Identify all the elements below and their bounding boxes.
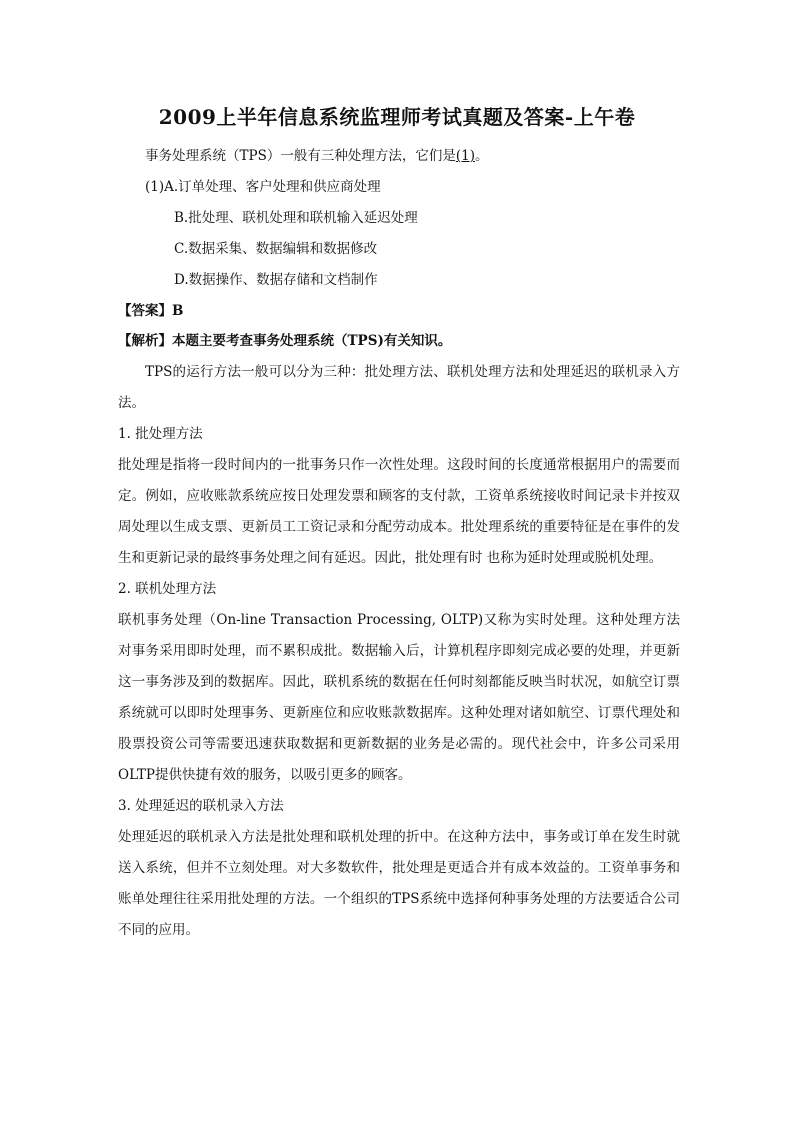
option-b: B.批处理、联机处理和联机输入延迟处理 (174, 210, 418, 226)
analysis-label: 【解析】 (118, 333, 172, 349)
section-heading: 2. 联机处理方法 (118, 581, 217, 597)
analysis-intro: TPS的运行方法一般可以分为三种：批处理方法、联机处理方法和处理延迟的联机录入方法。 (118, 364, 680, 411)
section-paragraph: 批处理是指将一段时间内的一批事务只作一次性处理。这段时间的长度通常根据用户的需要而定。例如，应收账款系统应按日处理发票和顾客的支付款，工资单系统接收时间记录卡并按双周处理以生成支票、更新员工工资记录和分配劳动成本。批处理系统的重要特征是在事件的发生和更新记录的最终事务处理之间有延迟。因此，批处理有时 也称为延时处理或脱机处理。 (118, 457, 680, 566)
answer-line (118, 302, 183, 320)
section-paragraph: 联机事务处理（On-line Transaction Processing, OLTP)又称为实时处理。这种处理方法对事务采用即时处理，而不累积成批。数据输入后，计算机程序即刻完成必要的处理，并更新这一事务涉及到的数据库。因此，联机系统的数据在任何时刻都能反映当时状况，如航空订票系统就可以即时处理事务、更新座位和应收账款数据库。这种处理对诸如航空、订票代理处和股票投资公司等需要迅速获取数据和更新数据的业务是必需的。现代社会中，许多公司采用OLTP提供快捷有效的服务，以吸引更多的顾客。 (118, 612, 680, 783)
answer-value: B (172, 303, 184, 319)
analysis-body (118, 357, 680, 946)
section-heading: 1. 批处理方法 (118, 426, 203, 442)
analysis-summary: 本题主要考查事务处理系统（TPS)有关知识。 (172, 333, 452, 349)
option-d: D.数据操作、数据存储和文档制作 (174, 272, 378, 288)
answer-label: 【答案】 (118, 303, 172, 319)
question-stem (145, 147, 488, 165)
option-a: (1)A.订单处理、客户处理和供应商处理 (145, 179, 381, 195)
option-c: C.数据采集、数据编辑和数据修改 (174, 241, 378, 257)
section-heading: 3. 处理延迟的联机录入方法 (118, 798, 284, 814)
page-title: 2009上半年信息系统监理师考试真题及答案-上午卷 (158, 105, 636, 129)
question-stem-text: 事务处理系统（TPS）一般有三种处理方法，它们是 (145, 148, 456, 164)
question-blank: (1) (455, 148, 475, 164)
analysis-line (118, 332, 451, 350)
section-paragraph: 处理延迟的联机录入方法是批处理和联机处理的折中。在这种方法中，事务或订单在发生时就送入系统，但并不立刻处理。对大多数软件，批处理是更适合并有成本效益的。工资单事务和账单处理往往采用批处理的方法。一个组织的TPS系统中选择何种事务处理的方法要适合公司不同的应用。 (118, 829, 680, 938)
question-stem-end: 。 (474, 148, 489, 164)
